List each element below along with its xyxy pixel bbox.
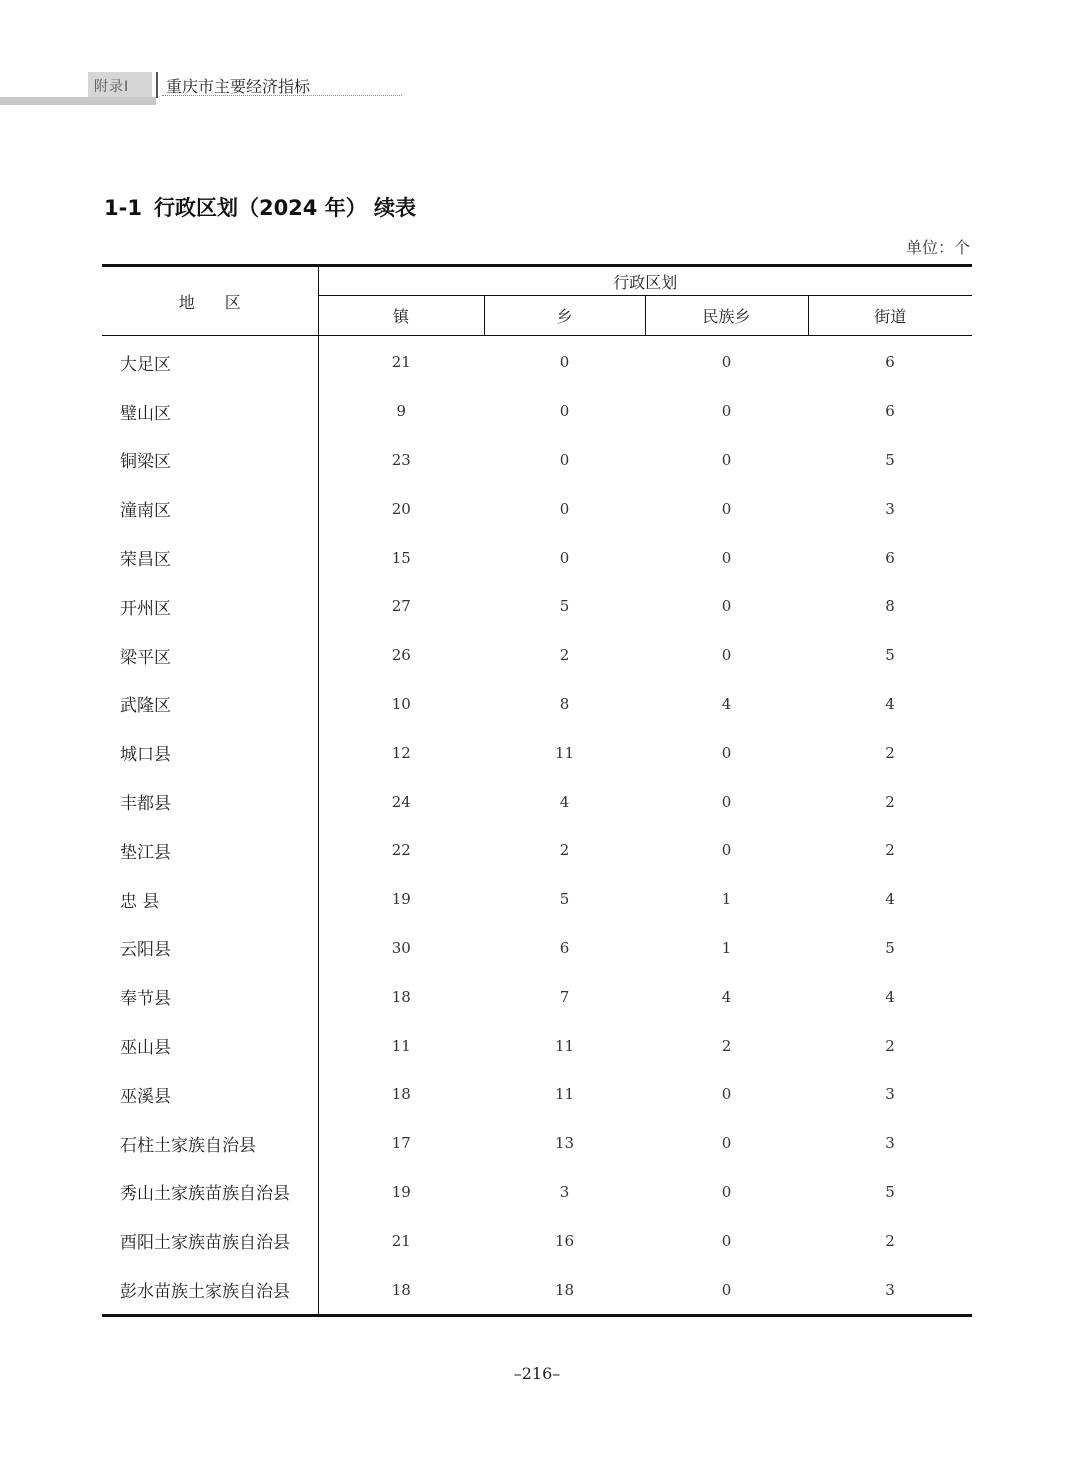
region-name: 大足区 xyxy=(102,336,318,387)
township-count: 18 xyxy=(484,1265,645,1315)
township-count: 0 xyxy=(559,402,570,421)
township-count: 5 xyxy=(559,890,570,909)
region-name: 云阳县 xyxy=(102,924,318,973)
ethnic-township-count: 1 xyxy=(721,890,732,909)
township-count: 0 xyxy=(559,450,570,469)
subdistrict-count: 6 xyxy=(885,548,895,567)
column-header-township: 乡 xyxy=(484,296,645,336)
ethnic-township-count: 0 xyxy=(721,597,732,616)
table-row xyxy=(102,1216,972,1265)
township-count: 6 xyxy=(559,938,570,957)
township-count: 13 xyxy=(554,1134,575,1153)
ethnic-township-count: 0 xyxy=(721,450,732,469)
town-count: 11 xyxy=(391,1036,411,1055)
table-row xyxy=(102,924,972,973)
subdistrict-count: 2 xyxy=(885,1231,895,1250)
table-row xyxy=(102,1119,972,1168)
town-count: 9 xyxy=(396,402,407,421)
header-appendix-label: 附录Ⅰ xyxy=(94,79,130,95)
table-row xyxy=(102,484,972,533)
table-row xyxy=(102,533,972,582)
subdistrict-count: 2 xyxy=(885,792,895,811)
ethnic-township-count: 0 xyxy=(721,1134,732,1153)
township-count: 2 xyxy=(559,646,570,665)
town-count: 22 xyxy=(391,841,411,860)
region-name: 石柱土家族自治县 xyxy=(102,1119,318,1168)
town-count: 12 xyxy=(391,743,411,762)
township-count: 3 xyxy=(559,1182,570,1201)
ethnic-township-count: 0 xyxy=(721,1085,732,1104)
header-divider xyxy=(156,72,158,98)
township-count: 11 xyxy=(554,1036,575,1055)
ethnic-township-count: 0 xyxy=(721,792,732,811)
header-dotted-rule xyxy=(162,95,402,96)
subdistrict-count: 3 xyxy=(885,1134,895,1153)
region-name: 丰都县 xyxy=(102,777,318,826)
town-count: 15 xyxy=(391,548,411,567)
table-row xyxy=(102,436,972,485)
region-name: 酉阳土家族苗族自治县 xyxy=(102,1216,318,1265)
region-name: 秀山土家族苗族自治县 xyxy=(102,1168,318,1217)
ethnic-township-count: 1 xyxy=(721,938,732,957)
subdistrict-count: 6 xyxy=(885,353,895,372)
table-row xyxy=(102,875,972,924)
town-count: 26 xyxy=(391,646,411,665)
table-row xyxy=(102,777,972,826)
town-count: 20 xyxy=(391,499,411,518)
subdistrict-count: 8 xyxy=(885,597,895,616)
table-row xyxy=(102,631,972,680)
township-count: 11 xyxy=(554,743,575,762)
unit-label: 单位：个 xyxy=(905,238,970,257)
region-name: 武隆区 xyxy=(102,680,318,729)
ethnic-township-count: 0 xyxy=(721,548,732,567)
township-count: 11 xyxy=(554,1085,575,1104)
subdistrict-count: 2 xyxy=(885,743,895,762)
region-name: 垫江县 xyxy=(102,826,318,875)
region-name: 璧山区 xyxy=(102,387,318,436)
town-count: 19 xyxy=(391,890,411,909)
table-row xyxy=(102,826,972,875)
township-count: 0 xyxy=(559,499,570,518)
ethnic-township-count: 2 xyxy=(721,1036,732,1055)
subdistrict-count: 4 xyxy=(885,694,895,713)
township-count: 5 xyxy=(559,597,570,616)
page-number: –216– xyxy=(513,1364,561,1383)
township-count: 0 xyxy=(559,353,570,372)
town-count: 23 xyxy=(391,450,411,469)
subdistrict-count: 3 xyxy=(885,499,895,518)
region-name: 巫山县 xyxy=(102,1021,318,1070)
subdistrict-count: 4 xyxy=(885,987,895,1006)
township-count: 7 xyxy=(559,987,570,1006)
township-count: 16 xyxy=(554,1231,575,1250)
table-row xyxy=(102,387,972,436)
town-count: 21 xyxy=(391,1231,411,1250)
region-name: 铜梁区 xyxy=(102,436,318,485)
ethnic-township-count: 0 xyxy=(721,1182,732,1201)
subdistrict-count: 5 xyxy=(885,1182,895,1201)
ethnic-township-count: 0 xyxy=(721,841,732,860)
town-count: 19 xyxy=(391,1182,411,1201)
region-name: 梁平区 xyxy=(102,631,318,680)
subdistrict-count: 6 xyxy=(885,402,895,421)
column-header-town: 镇 xyxy=(318,296,484,336)
table-title xyxy=(104,192,416,222)
subdistrict-count: 5 xyxy=(885,646,895,665)
town-count: 24 xyxy=(391,792,411,811)
town-count: 30 xyxy=(391,938,411,957)
region-name: 忠 县 xyxy=(102,875,318,924)
town-count: 21 xyxy=(391,353,411,372)
table-row xyxy=(102,680,972,729)
table-title-text: 行政区划（2024 年） 续表 xyxy=(153,196,417,220)
town-count: 18 xyxy=(318,1265,484,1315)
subdistrict-count: 3 xyxy=(808,1265,972,1315)
region-name: 潼南区 xyxy=(102,484,318,533)
township-count: 0 xyxy=(559,548,570,567)
subdistrict-count: 2 xyxy=(885,841,895,860)
table-row xyxy=(102,1168,972,1217)
township-count: 2 xyxy=(559,841,570,860)
town-count: 10 xyxy=(391,694,411,713)
ethnic-township-count: 0 xyxy=(721,353,732,372)
subdistrict-count: 5 xyxy=(885,450,895,469)
region-name: 城口县 xyxy=(102,728,318,777)
town-count: 27 xyxy=(391,597,411,616)
town-count: 18 xyxy=(391,987,411,1006)
table-row xyxy=(102,1021,972,1070)
ethnic-township-count: 0 xyxy=(721,743,732,762)
region-name: 巫溪县 xyxy=(102,1070,318,1119)
table-row xyxy=(102,1070,972,1119)
table-body xyxy=(102,336,972,1316)
column-header-subdistrict: 街道 xyxy=(808,296,972,336)
ethnic-township-count: 0 xyxy=(645,1265,808,1315)
subdistrict-count: 2 xyxy=(885,1036,895,1055)
region-column-header: 地区 xyxy=(102,266,318,336)
header-section-title: 重庆市主要经济指标 xyxy=(166,77,311,96)
subdistrict-count: 4 xyxy=(885,890,895,909)
town-count: 18 xyxy=(391,1085,411,1104)
subdistrict-count: 3 xyxy=(885,1085,895,1104)
region-name: 荣昌区 xyxy=(102,533,318,582)
group-column-header: 行政区划 xyxy=(318,266,972,296)
ethnic-township-count: 0 xyxy=(721,499,732,518)
ethnic-township-count: 0 xyxy=(721,646,732,665)
table-row xyxy=(102,728,972,777)
ethnic-township-count: 4 xyxy=(721,987,732,1006)
header-gray-bar xyxy=(0,97,156,105)
region-name: 彭水苗族土家族自治县 xyxy=(102,1265,318,1315)
region-name: 开州区 xyxy=(102,582,318,631)
table-row xyxy=(102,972,972,1021)
region-name: 奉节县 xyxy=(102,972,318,1021)
table-row xyxy=(102,1265,972,1315)
admin-division-table xyxy=(102,264,972,1317)
column-header-ethnic-township: 民族乡 xyxy=(645,296,808,336)
table-row xyxy=(102,582,972,631)
ethnic-township-count: 0 xyxy=(721,1231,732,1250)
subdistrict-count: 5 xyxy=(885,938,895,957)
ethnic-township-count: 0 xyxy=(721,402,732,421)
town-count: 17 xyxy=(391,1134,411,1153)
table-number: 1-1 xyxy=(104,196,142,220)
table-row xyxy=(102,336,972,387)
township-count: 4 xyxy=(559,792,570,811)
ethnic-township-count: 4 xyxy=(721,694,732,713)
township-count: 8 xyxy=(559,694,570,713)
